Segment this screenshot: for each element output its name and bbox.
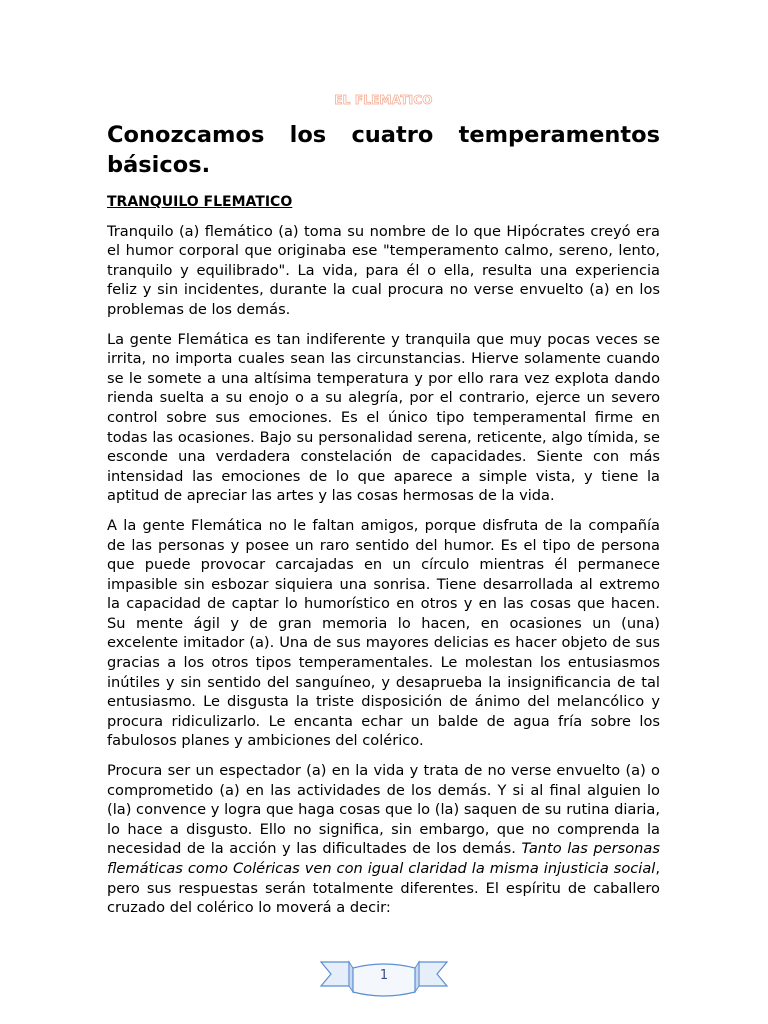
paragraph-2: La gente Flemática es tan indiferente y tranquila que muy pocas veces se irrita, no importa cuales sean las circunstancias. Hierve solamente cuando se le somete a una altísima temperatura y por ello rara vez explota dando rienda suelta a su enojo o a su alegría, por el contrario, ejerce un severo control sobre sus emociones. Es el único tipo temperamental firme en todas las ocasiones. Bajo su personalidad serena, reticente, algo tímida, se esconde una verdadera constelación de capacidades. Siente con más intensidad las emociones de lo que aparece a simple vista, y tiene la aptitud de apreciar las artes y las cosas hermosas de la vida.: [107, 330, 660, 505]
paragraph-4-part-1: Procura ser un espectador (a) en la vida y trata de no verse envuelto (a) o comprometido (a) en las actividades de los demás. Y si al final alguien lo (la) convence y logra que haga cosas que lo (la) saquen de su rutina diaria, lo hace a disgusto. Ello no significa, sin embargo, que no comprenda la necesidad de la acción y las dificultades de los demás.: [107, 762, 660, 858]
page-footer: [319, 956, 449, 1000]
document-header: EL FLEMATICO: [334, 93, 433, 107]
document-title: Conozcamos los cuatro temperamentos básicos.: [107, 122, 660, 178]
paragraph-1: Tranquilo (a) flemático (a) toma su nombre de lo que Hipócrates creyó era el humor corporal que originaba ese "temperamento calmo, sereno, lento, tranquilo y equilibrado". La vida, para él o ella, resulta una experiencia feliz y sin incidentes, durante la cual procura no verse envuelto (a) en los problemas de los demás.: [107, 222, 660, 318]
paragraph-4-part-2: , pero sus respuestas serán totalmente diferentes. El espíritu de caballero cruzado del colérico lo moverá a decir:: [107, 860, 660, 917]
section-heading: TRANQUILO FLEMATICO: [107, 194, 293, 210]
paragraph-4-italic: Tanto las personas flemáticas como Coléricas ven con igual claridad la misma injusticia social: [107, 840, 660, 877]
document-page: [107, 92, 660, 928]
paragraph-3: A la gente Flemática no le faltan amigos, porque disfruta de la compañía de las personas y posee un raro sentido del humor. Es el tipo de persona que puede provocar carcajadas en un círculo mientras él permanece impasible sin esbozar siquiera una sonrisa. Tiene desarrollada al extremo la capacidad de captar lo humorístico en otros y en las cosas que hacen. Su mente ágil y de gran memoria lo hacen, en ocasiones un (una) excelente imitador (a). Una de sus mayores delicias es hacer objeto de sus gracias a los otros tipos temperamentales. Le molestan los entusiasmos inútiles y sin sentido del sanguíneo, y desaprueba la insignificancia de tal entusiasmo. Le disgusta la triste disposición de ánimo del melancólico y procura ridiculizarlo. Le encanta echar un balde de agua fría sobre los fabulosos planes y ambiciones del colérico.: [107, 516, 660, 750]
page-number: 1: [379, 968, 389, 983]
paragraph-4: [107, 761, 660, 918]
